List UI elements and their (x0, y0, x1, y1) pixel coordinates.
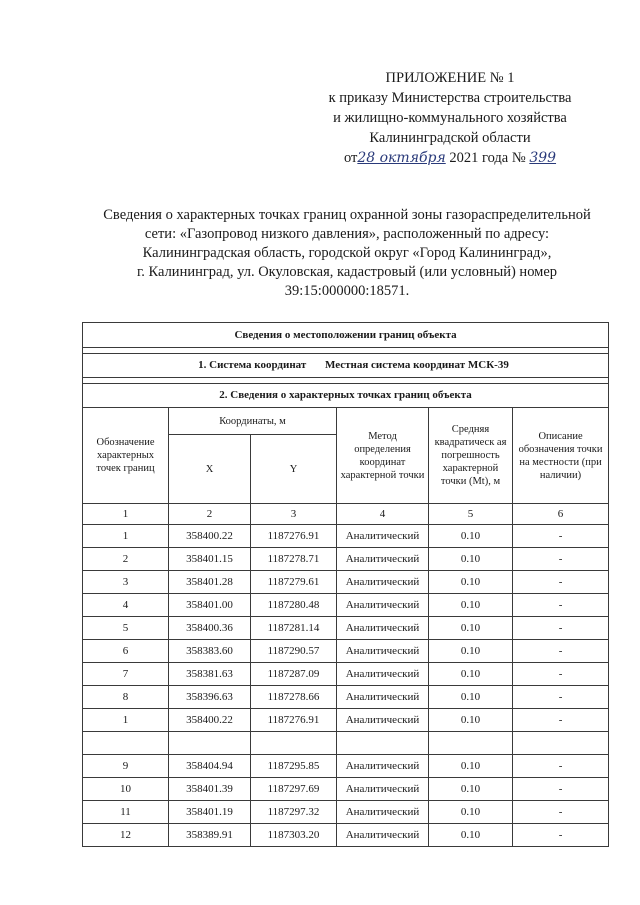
x-coord-cell: 358396.63 (169, 686, 251, 709)
empty-cell (429, 732, 513, 755)
col-number: 1 (83, 504, 169, 525)
point-id-cell: 1 (83, 525, 169, 548)
error-cell: 0.10 (429, 686, 513, 709)
y-coord-cell: 1187303.20 (251, 824, 337, 847)
appendix-header (300, 68, 600, 168)
description-cell: - (513, 686, 609, 709)
table-row (83, 709, 609, 732)
order-reference-line3: Калининградской области (369, 130, 531, 146)
method-cell: Аналитический (337, 709, 429, 732)
date-year: 2021 года № (449, 150, 526, 166)
description-cell: - (513, 801, 609, 824)
empty-cell (251, 732, 337, 755)
y-coord-cell: 1187295.85 (251, 755, 337, 778)
error-cell: 0.10 (429, 571, 513, 594)
error-cell: 0.10 (429, 525, 513, 548)
description-cell: - (513, 617, 609, 640)
col-number: 3 (251, 504, 337, 525)
point-id-cell: 11 (83, 801, 169, 824)
error-cell: 0.10 (429, 824, 513, 847)
method-cell: Аналитический (337, 824, 429, 847)
y-coord-cell: 1187297.32 (251, 801, 337, 824)
col-number: 4 (337, 504, 429, 525)
column-number-row (83, 504, 609, 525)
table-row (83, 755, 609, 778)
empty-cell (513, 732, 609, 755)
x-coord-cell: 358401.15 (169, 548, 251, 571)
col-number: 6 (513, 504, 609, 525)
col-number: 2 (169, 504, 251, 525)
error-cell: 0.10 (429, 709, 513, 732)
points-section-row (83, 384, 609, 408)
point-id-cell: 6 (83, 640, 169, 663)
error-cell: 0.10 (429, 755, 513, 778)
x-coord-cell: 358401.00 (169, 594, 251, 617)
method-cell: Аналитический (337, 801, 429, 824)
y-coord-cell: 1187281.14 (251, 617, 337, 640)
empty-cell (169, 732, 251, 755)
table-row (83, 778, 609, 801)
y-coord-cell: 1187297.69 (251, 778, 337, 801)
method-cell: Аналитический (337, 778, 429, 801)
method-cell: Аналитический (337, 594, 429, 617)
col-method-header: Метод определения координат характерной точки (337, 408, 429, 504)
table-row (83, 617, 609, 640)
column-header-row (83, 408, 609, 435)
y-coord-cell: 1187278.71 (251, 548, 337, 571)
date-prefix: от (343, 150, 358, 166)
table-row (83, 640, 609, 663)
method-cell: Аналитический (337, 755, 429, 778)
description-cell: - (513, 548, 609, 571)
method-cell: Аналитический (337, 548, 429, 571)
point-id-cell: 2 (83, 548, 169, 571)
col-number: 5 (429, 504, 513, 525)
x-coord-cell: 358404.94 (169, 755, 251, 778)
table-row (83, 824, 609, 847)
description-cell: - (513, 663, 609, 686)
point-id-cell: 3 (83, 571, 169, 594)
y-coord-cell: 1187279.61 (251, 571, 337, 594)
x-coord-cell: 358383.60 (169, 640, 251, 663)
method-cell: Аналитический (337, 617, 429, 640)
table-section-title (83, 323, 609, 348)
description-cell: - (513, 824, 609, 847)
handwritten-date: 28 октября (357, 150, 446, 166)
coord-system-row (83, 354, 609, 378)
col-y-header: Y (251, 435, 337, 504)
appendix-number: ПРИЛОЖЕНИЕ № 1 (385, 70, 515, 86)
description-cell: - (513, 640, 609, 663)
col-error-header: Средняя квадратическ ая погрешность характерной точки (Mt), м (429, 408, 513, 504)
x-coord-cell: 358381.63 (169, 663, 251, 686)
y-coord-cell: 1187276.91 (251, 709, 337, 732)
col-designation-header: Обозначение характерных точек границ (83, 408, 169, 504)
title-line: г. Калининград, ул. Окуловская, кадастровый (или условный) номер (136, 264, 558, 280)
point-id-cell: 8 (83, 686, 169, 709)
point-id-cell: 5 (83, 617, 169, 640)
section-title-cell: Сведения о местоположении границ объекта (83, 323, 609, 348)
y-coord-cell: 1187290.57 (251, 640, 337, 663)
document-title (80, 206, 614, 301)
points-section-label: 2. Сведения о характерных точках границ объекта (83, 384, 609, 408)
title-line: Сведения о характерных точках границ охранной зоны газораспределительной (103, 207, 591, 223)
point-id-cell: 7 (83, 663, 169, 686)
blank-row (83, 732, 609, 755)
x-coord-cell: 358389.91 (169, 824, 251, 847)
point-id-cell: 1 (83, 709, 169, 732)
error-cell: 0.10 (429, 801, 513, 824)
error-cell: 0.10 (429, 640, 513, 663)
error-cell: 0.10 (429, 617, 513, 640)
error-cell: 0.10 (429, 548, 513, 571)
table-row (83, 571, 609, 594)
y-coord-cell: 1187276.91 (251, 525, 337, 548)
title-line: 39:15:000000:18571. (284, 283, 410, 299)
handwritten-order-number: 399 (529, 150, 557, 166)
y-coord-cell: 1187278.66 (251, 686, 337, 709)
empty-cell (83, 732, 169, 755)
boundary-points-table (82, 322, 609, 847)
method-cell: Аналитический (337, 663, 429, 686)
y-coord-cell: 1187280.48 (251, 594, 337, 617)
coord-system-value: Местная система координат МСК-39 (324, 359, 509, 371)
title-line: Калининградская область, городской округ «Город Калининград», (142, 245, 552, 261)
error-cell: 0.10 (429, 778, 513, 801)
table-row (83, 686, 609, 709)
error-cell: 0.10 (429, 594, 513, 617)
description-cell: - (513, 709, 609, 732)
order-date-line (300, 148, 600, 168)
empty-cell (337, 732, 429, 755)
point-id-cell: 10 (83, 778, 169, 801)
order-reference-line2: и жилищно-коммунального хозяйства (333, 110, 567, 126)
x-coord-cell: 358400.22 (169, 525, 251, 548)
x-coord-cell: 358401.28 (169, 571, 251, 594)
coord-system-label: 1. Система координат (198, 359, 307, 371)
table-row (83, 525, 609, 548)
method-cell: Аналитический (337, 640, 429, 663)
col-x-header: X (169, 435, 251, 504)
table-row (83, 594, 609, 617)
order-reference-line1: к приказу Министерства строительства (328, 90, 572, 106)
description-cell: - (513, 755, 609, 778)
table-row (83, 801, 609, 824)
method-cell: Аналитический (337, 571, 429, 594)
x-coord-cell: 358401.39 (169, 778, 251, 801)
x-coord-cell: 358400.22 (169, 709, 251, 732)
description-cell: - (513, 525, 609, 548)
description-cell: - (513, 571, 609, 594)
col-description-header: Описание обозначения точки на местности (при наличии) (513, 408, 609, 504)
table-row (83, 663, 609, 686)
description-cell: - (513, 594, 609, 617)
table-row (83, 548, 609, 571)
method-cell: Аналитический (337, 525, 429, 548)
point-id-cell: 9 (83, 755, 169, 778)
error-cell: 0.10 (429, 663, 513, 686)
method-cell: Аналитический (337, 686, 429, 709)
point-id-cell: 4 (83, 594, 169, 617)
x-coord-cell: 358401.19 (169, 801, 251, 824)
point-id-cell: 12 (83, 824, 169, 847)
y-coord-cell: 1187287.09 (251, 663, 337, 686)
description-cell: - (513, 778, 609, 801)
col-coords-header: Координаты, м (169, 408, 337, 435)
title-line: сети: «Газопровод низкого давления», расположенный по адресу: (144, 226, 550, 242)
x-coord-cell: 358400.36 (169, 617, 251, 640)
